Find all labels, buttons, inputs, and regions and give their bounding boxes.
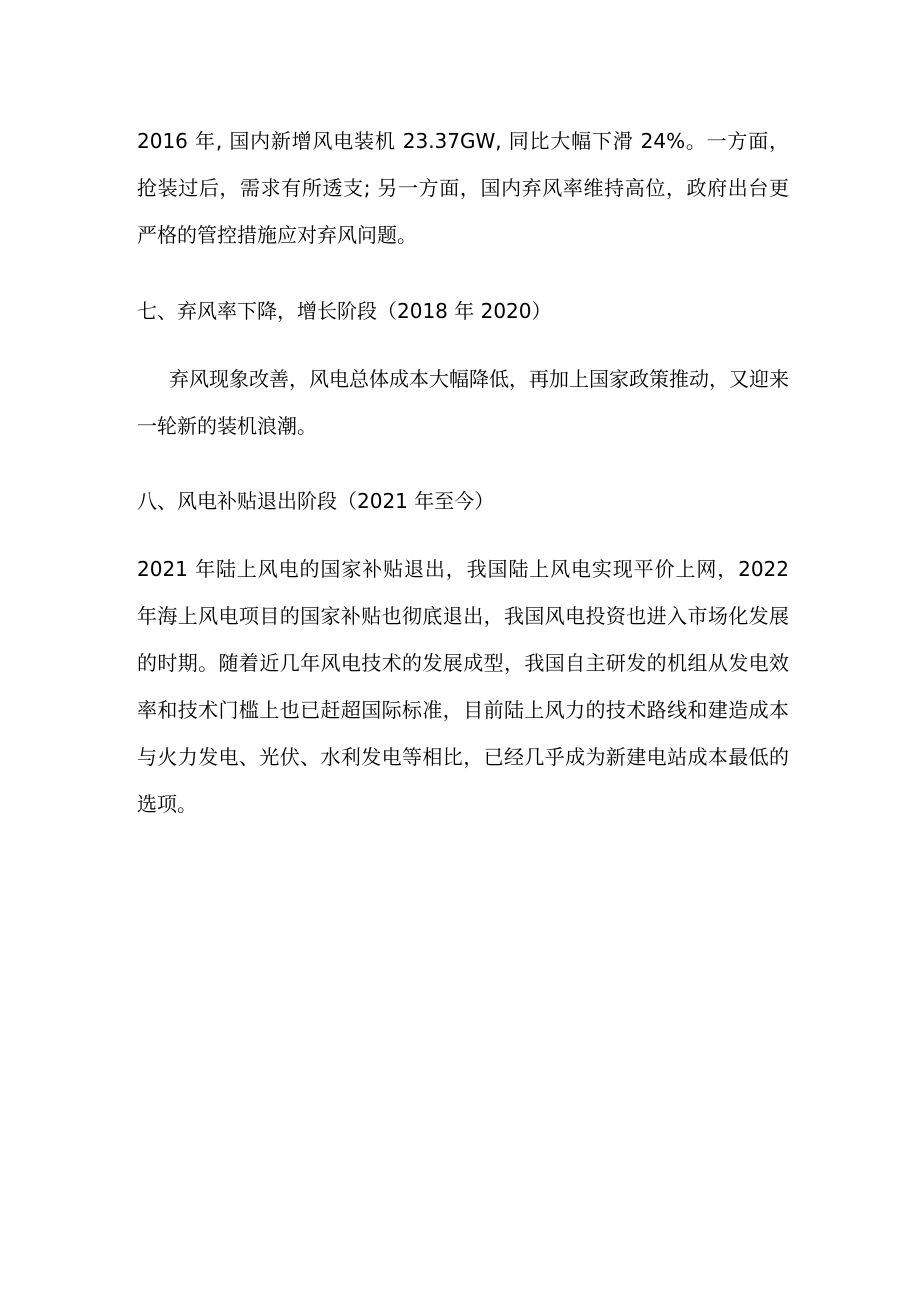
paragraph-2016-installations: 2016 年, 国内新增风电装机 23.37GW, 同比大幅下滑 24%。一方面，抢装过后，需求有所透支; 另一方面，国内弃风率维持高位，政府出台更严格的管控措施应对弃风问题。 bbox=[137, 129, 789, 247]
paragraph-section-7: 弃风现象改善，风电总体成本大幅降低，再加上国家政策推动，又迎来一轮新的装机浪潮。 bbox=[137, 367, 789, 438]
section-heading-8: 八、风电补贴退出阶段（2021 年至今） bbox=[137, 489, 495, 513]
paragraph-section-8: 2021 年陆上风电的国家补贴退出，我国陆上风电实现平价上网，2022 年海上风电项目的国家补贴也彻底退出，我国风电投资也进入市场化发展的时期。随着近几年风电技术的发展成型，我国自主研发的机组从发电效率和技术门槛上也已赶超国际标准，目前陆上风力的技术路线和建造成本与火力发电、光伏、水利发电等相比，已经几乎成为新建电站成本最低的选项。 bbox=[137, 557, 789, 816]
section-heading-7: 七、弃风率下降，增长阶段（2018 年 2020） bbox=[137, 299, 552, 323]
